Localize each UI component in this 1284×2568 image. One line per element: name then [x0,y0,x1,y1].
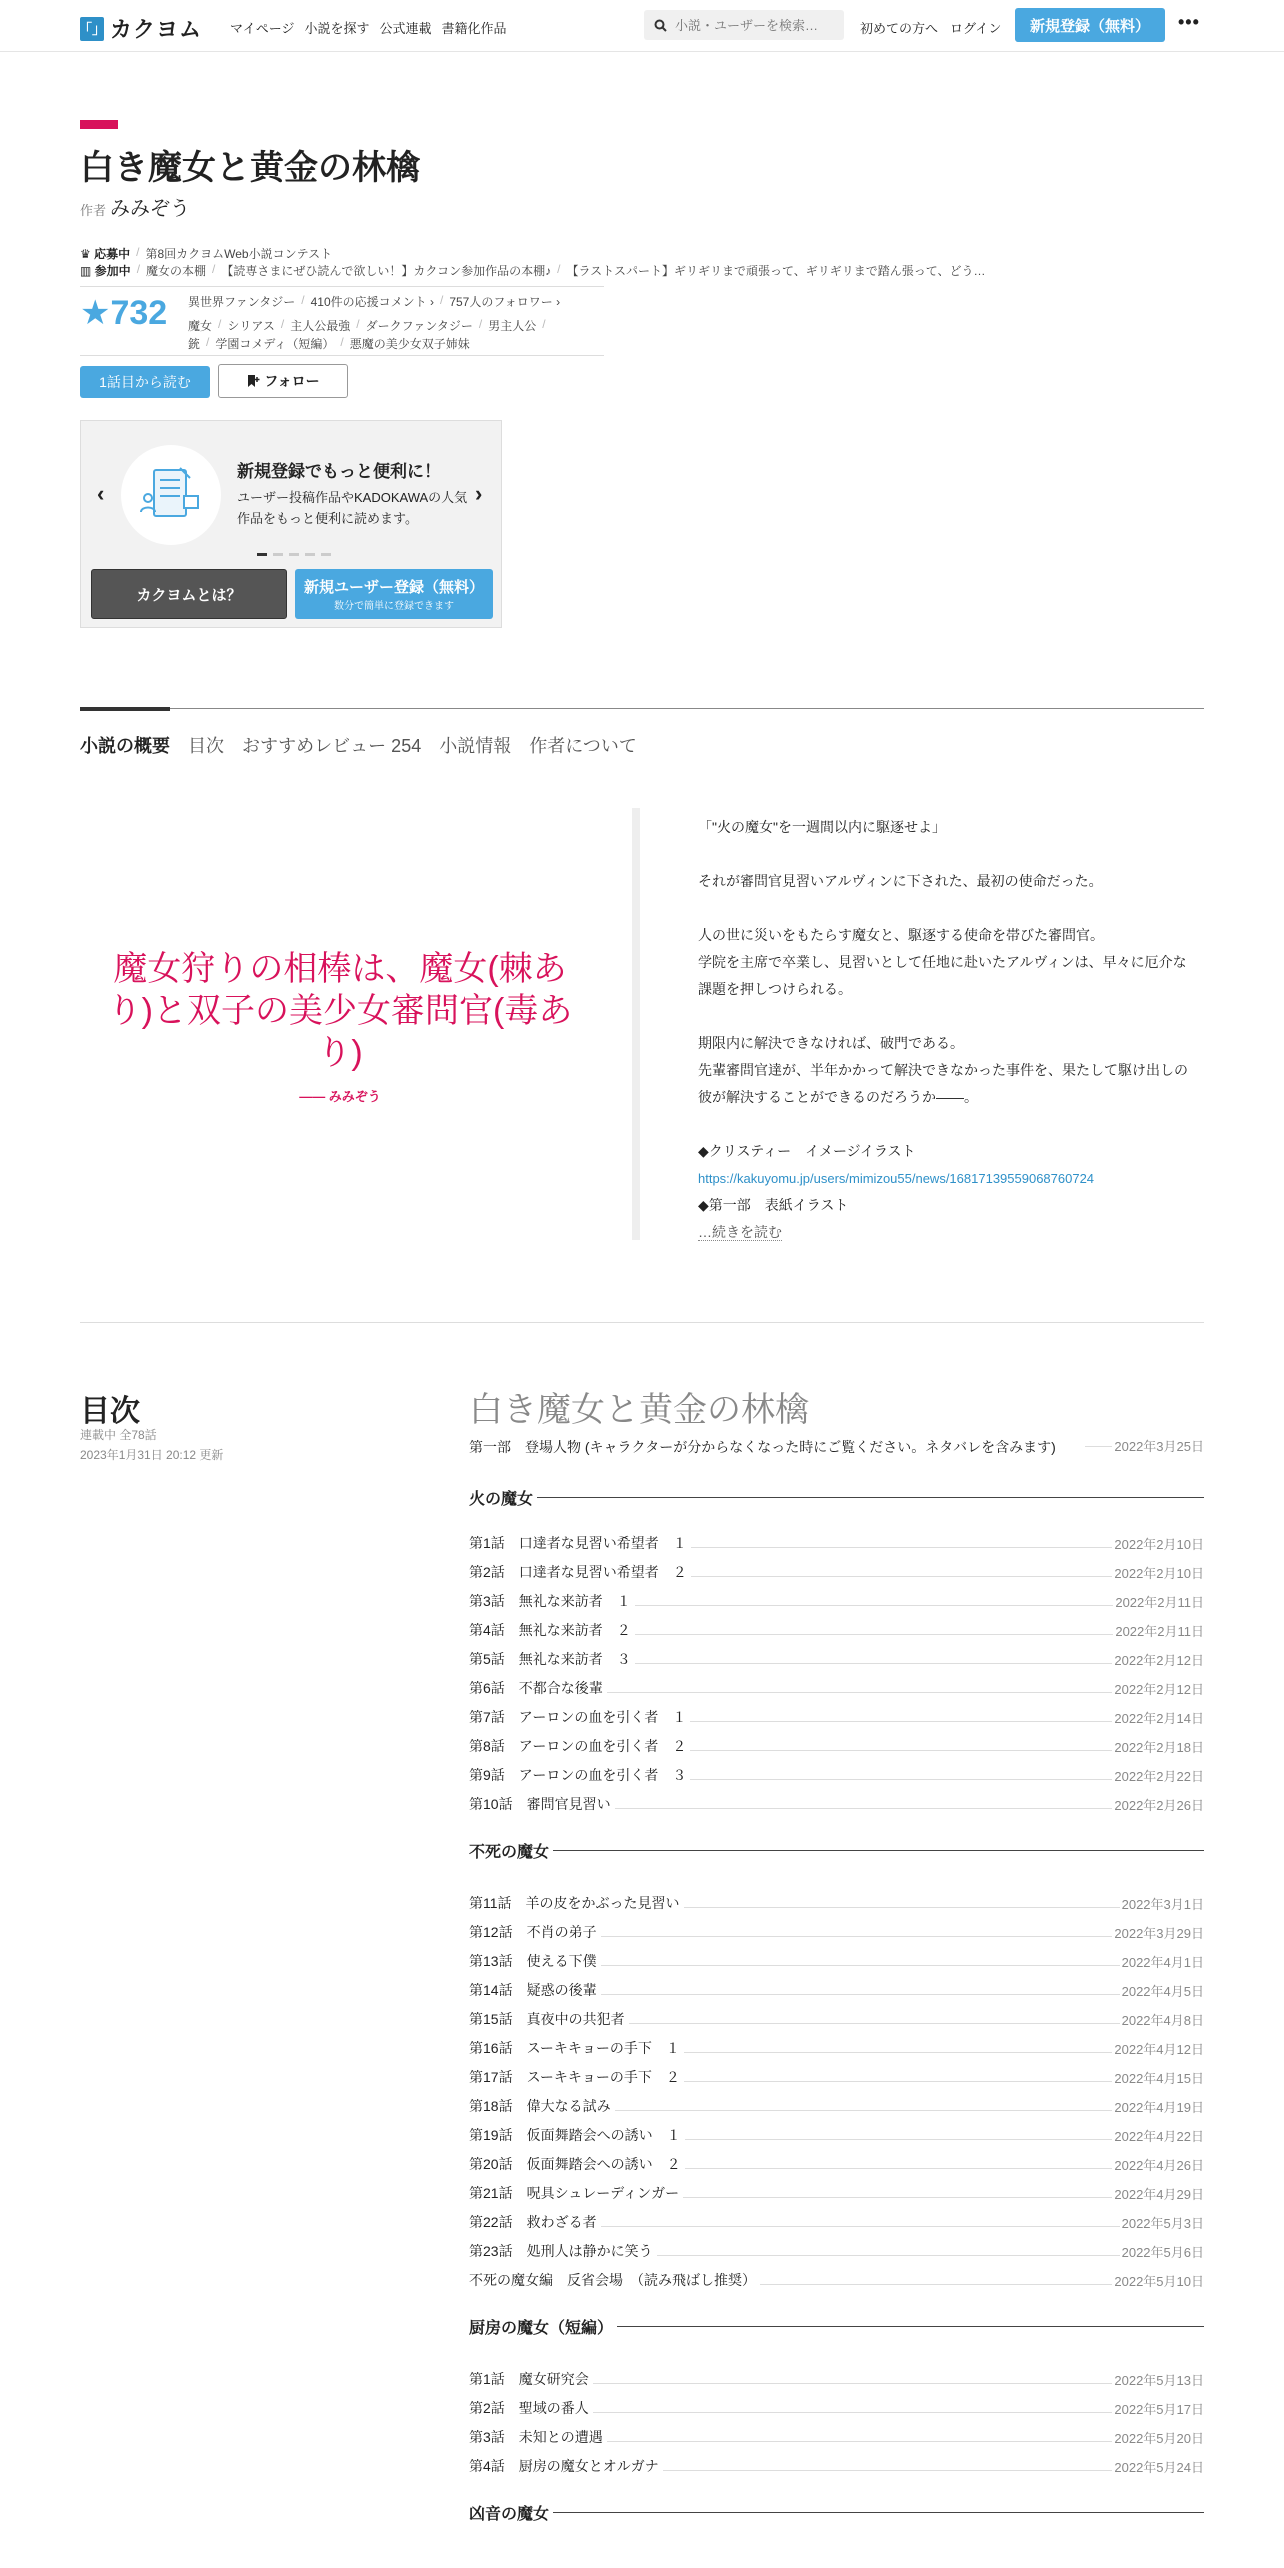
section-divider [80,1322,1204,1323]
episode-date: 2022年4月5日 [1121,1984,1204,1999]
chapter-heading [469,2298,1204,2354]
followers-link[interactable]: 757人のフォロワー › [449,295,561,309]
collection-link[interactable]: 【ラストスパート】ギリギリまで頑張って、ギリギリまで踏ん張って、どう… [566,264,986,278]
episode-date: 2022年4月8日 [1121,2013,1204,2028]
episode-title: 第13話 使える下僕 [469,1953,597,1969]
signup-promo [80,420,502,628]
episode-date: 2022年3月29日 [1114,1926,1204,1941]
episode-date: 2022年3月1日 [1121,1897,1204,1912]
dotted-leader [601,2226,1120,2227]
episode-title: 第16話 スーキキョーの手下 １ [469,2040,680,2056]
episode-date: 2022年5月10日 [1114,2274,1204,2289]
dotted-leader [685,2139,1113,2140]
chapter-title: 凶音の魔女 [469,2505,550,2523]
chapter-heading [469,1822,1204,1878]
intro-line: 学院を主席で卒業し、見習いとして任地に赴いたアルヴィンは、早々に厄介な課題を押しつけられる。 [698,954,1187,997]
episode-link[interactable] [469,1942,1204,1971]
author-label: 作者 [80,203,107,218]
chapter-heading [469,2484,1204,2540]
episode-date: 2022年4月15日 [1114,2071,1204,2086]
episode-link[interactable] [469,2145,1204,2174]
episode-date: 2022年2月12日 [1114,1682,1204,1697]
episode-link[interactable] [469,1698,1204,1727]
episode-date: 2022年5月17日 [1114,2402,1204,2417]
read-first-button[interactable]: 1話目から読む [80,366,210,398]
illustration-link[interactable]: https://kakuyomu.jp/users/mimizou55/news/16817139559068760724 [698,1171,1095,1186]
about-kakuyomu-button[interactable]: カクヨムとは？ [91,569,287,619]
episode-title: 第2話 口達者な見習い希望者 ２ [469,1564,687,1580]
carousel-dot[interactable] [273,553,283,556]
intro-line [698,895,1198,922]
episode-title: 第10話 審問官見習い [469,1796,611,1812]
promo-signup-button[interactable] [295,569,493,619]
episode-date: 2022年4月12日 [1114,2042,1204,2057]
intro-line: ◆第一部 表紙イラスト [698,1197,849,1213]
episode-link[interactable] [469,1727,1204,1756]
episode-link[interactable] [469,1640,1204,1669]
episode-link[interactable] [469,1913,1204,1942]
intro-line: ◆クリスティー イメージイラスト [698,1143,916,1159]
login-link[interactable]: ログイン [950,21,1002,36]
episode-link[interactable] [469,1756,1204,1785]
promo-description: ユーザー投稿作品やKADOKAWAの人気作品をもっと便利に読めます。 [237,490,468,526]
tab-author[interactable]: 作者について [529,736,637,756]
chapter-rule [617,2326,1204,2327]
chapter-title: 不死の魔女 [469,1843,550,1861]
tag-link[interactable]: 魔女 [188,319,213,333]
intro-line: 先輩審問官達が、半年かかって解決できなかった事件を、果たして駆け出しの彼が解決することができるのだろうか――。 [698,1062,1188,1105]
tag-link[interactable]: シリアス [227,319,275,333]
title-accent [80,120,118,129]
dotted-leader [684,2081,1113,2082]
intro-line [698,1111,1198,1138]
tab-overview[interactable]: 小説の概要 [80,736,170,756]
tab-info[interactable]: 小説情報 [439,736,512,756]
dotted-leader [760,2284,1112,2285]
episode-title: 第3話 未知との遭遇 [469,2429,603,2445]
episode-date: 2022年2月10日 [1114,1566,1204,1581]
chapter-rule [553,1850,1204,1851]
catchphrase-author: ―― みみぞう [299,1089,381,1104]
episode-date: 2022年5月3日 [1121,2216,1204,2231]
dotted-leader [690,1779,1112,1780]
promo-signup-sub: 数分で簡単に登録できます [334,601,454,612]
dotted-leader [635,1605,1114,1606]
episode-date: 2022年5月6日 [1121,2245,1204,2260]
episode-title: 第15話 真夜中の共犯者 [469,2011,625,2027]
episode-link[interactable] [469,2232,1204,2261]
dotted-leader [691,1547,1113,1548]
episode-date: 2022年4月19日 [1114,2100,1204,2115]
nav-search-novels[interactable]: 小説を探す [304,21,370,36]
carousel-dot[interactable] [305,553,315,556]
intro-border [632,808,640,1240]
collection-link[interactable]: 魔女の本棚 [146,264,207,278]
comments-link[interactable]: 410件の応援コメント › [310,295,434,309]
dotted-leader [691,1576,1113,1577]
dotted-leader [690,1750,1112,1751]
carousel-dot[interactable] [321,553,331,556]
episode-date: 2022年4月1日 [1121,1955,1204,1970]
episode-link[interactable] [469,2447,1204,2476]
read-more-link[interactable]: …続きを読む [698,1224,782,1240]
chapter-title: 厨房の魔女（短編） [469,2319,614,2337]
more-menu-icon[interactable]: ••• [1178,12,1200,32]
episode-title: 第22話 救わざる者 [469,2214,597,2230]
follow-button[interactable] [218,364,348,398]
tab-toc[interactable]: 目次 [188,736,224,756]
author-link[interactable]: みみぞう [110,198,191,220]
carousel-dot[interactable] [289,553,299,556]
episode-link[interactable] [469,1785,1204,1814]
episode-title: 第21話 呪具シュレーディンガー [469,2185,680,2201]
episode-date: 2022年2月11日 [1115,1595,1204,1610]
bookmark-plus-icon [246,374,260,388]
dotted-leader [635,1663,1113,1664]
episode-date: 2022年2月11日 [1115,1624,1204,1639]
dotted-leader [657,2255,1120,2256]
episode-title: 第17話 スーキキョーの手下 ２ [469,2069,680,2085]
episode-date: 2022年4月29日 [1114,2187,1204,2202]
nav-official[interactable]: 公式連載 [379,21,432,36]
active-tab-indicator [80,707,170,711]
contest-link[interactable]: 第8回カクヨムWeb小説コンテスト [145,247,333,261]
episode-link[interactable] [469,1611,1204,1640]
global-nav [230,18,507,37]
chevron-right-icon[interactable]: › [475,481,483,506]
dotted-leader [629,2023,1120,2024]
episode-link[interactable] [469,1971,1204,2000]
episode-link[interactable] [469,1582,1204,1611]
star-count[interactable]: ★732 [80,294,168,332]
intro-line [698,841,1198,868]
chevron-left-icon[interactable]: ‹ [97,481,105,506]
tag-link[interactable]: ダークファンタジー [365,319,473,333]
collections-line: ▥ 参加中 / 魔女の本棚 / 【読専さまにぜひ読んで欲しい！】カクコン参加作品の本棚♪ / 【ラストスパート】ギリギリまで頑張って、ギリギリまで踏ん張って、どう… [80,262,986,278]
site-logo[interactable] [80,13,202,44]
dotted-leader [683,2197,1112,2198]
tag-link[interactable]: 悪魔の美少女双子姉妹 [349,337,470,351]
site-header [0,0,1284,52]
nav-mypage[interactable]: マイページ [230,21,295,36]
episode-link[interactable] [469,2174,1204,2203]
dotted-leader [601,1965,1120,1966]
episode-title: 第1話 口達者な見習い希望者 １ [469,1535,687,1551]
episode-title: 第12話 不肖の弟子 [469,1924,597,1940]
episode-date: 2022年2月26日 [1114,1798,1204,1813]
episode-date: 2022年4月26日 [1114,2158,1204,2173]
intro-line: 期限内に解決できなければ、破門である。 [698,1035,964,1051]
episode-date: 2022年4月22日 [1114,2129,1204,2144]
episode-link[interactable] [469,2116,1204,2145]
dotted-leader [663,2470,1113,2471]
dotted-leader [607,1692,1113,1693]
episode-title: 第18話 偉大なる試み [469,2098,611,2114]
last-updated: 2023年1月31日 20:12 更新 [80,1448,224,1462]
carousel-dots [257,553,331,556]
episode-title: 第4話 無礼な来訪者 ２ [469,1622,631,1638]
episode-title: 第6話 不都合な後輩 [469,1680,603,1696]
episode-link[interactable] [469,2087,1204,2116]
collection-link[interactable]: 【読専さまにぜひ読んで欲しい！】カクコン参加作品の本棚♪ [221,264,552,278]
dotted-leader [685,2168,1113,2169]
work-tabs [80,732,637,758]
dotted-leader [601,1936,1113,1937]
chapter-title: 火の魔女 [469,1490,534,1508]
episode-link[interactable] [469,1524,1204,1553]
episode-title: 第14話 疑惑の後輩 [469,1982,597,1998]
episode-title: 第7話 アーロンの血を引く者 １ [469,1709,687,1725]
episode-date: 2022年5月20日 [1114,2431,1204,2446]
episode-date: 2022年2月14日 [1114,1711,1204,1726]
episode-link[interactable] [469,2203,1204,2232]
episode-link[interactable] [469,1553,1204,1582]
episode-title: 第9話 アーロンの血を引く者 ３ [469,1767,687,1783]
episode-title: 第1話 魔女研究会 [469,2371,589,2387]
episode-title: 不死の魔女編 反省会場 （読み飛ばし推奨） [469,2272,756,2288]
tab-reviews[interactable]: おすすめレビュー 254 [242,736,422,756]
episode-date: 2022年5月24日 [1114,2460,1204,2475]
episode-link[interactable] [469,2000,1204,2029]
carousel-dot[interactable] [257,553,267,556]
promo-title: 新規登録でもっと便利に！ [237,462,441,481]
episode-title: 第4話 厨房の魔女とオルガナ [469,2458,659,2474]
signup-button[interactable]: 新規登録（無料） [1015,8,1165,42]
promo-signup-label: 新規ユーザー登録（無料） [303,579,484,596]
episode-date: 2022年3月25日 [1114,1439,1204,1454]
logo-mark: 「」 [80,17,104,41]
intro-line: 人の世に災いをもたらす魔女と、駆逐する使命を帯びた審問官。 [698,927,1104,943]
episode-link[interactable] [469,2058,1204,2087]
first-time-link[interactable]: 初めての方へ [860,21,939,36]
dotted-leader [607,2441,1113,2442]
episode-date: 2022年2月22日 [1114,1769,1204,1784]
episode-link[interactable] [469,2418,1204,2447]
episode-date: 2022年5月13日 [1114,2373,1204,2388]
dotted-leader [684,1907,1120,1908]
follow-label: フォロー [264,373,320,389]
episode-date: 2022年2月10日 [1114,1537,1204,1552]
intro-line: それが審問官見習いアルヴィンに下された、最初の使命だった。 [698,873,1103,889]
episode-link[interactable] [469,2389,1204,2418]
episode-link[interactable] [469,2360,1204,2389]
episode-date: 2022年2月12日 [1114,1653,1204,1668]
tags-row: 銃 / 学園コメディ（短編） / 悪魔の美少女双子姉妹 [188,335,470,351]
tag-link[interactable]: 銃 [188,337,201,351]
episode-title: 第19話 仮面舞踏会への誘い １ [469,2127,681,2143]
search-icon[interactable] [654,19,667,32]
tabs-divider [80,708,1204,709]
episode-title: 第3話 無礼な来訪者 １ [469,1593,631,1609]
nav-books[interactable]: 書籍化作品 [441,21,507,36]
chapter-rule [553,2512,1204,2513]
episode-link[interactable] [469,2029,1204,2058]
dotted-leader [593,2383,1113,2384]
episode-date: 2022年2月18日 [1114,1740,1204,1755]
dotted-leader [593,2412,1113,2413]
toc-heading: 目次 [80,1395,140,1428]
dotted-leader [690,1721,1112,1722]
episode-link[interactable] [469,2261,1204,2290]
episode-title: 第8話 アーロンの血を引く者 ２ [469,1738,687,1754]
intro-line: 「"火の魔女"を一週間以内に駆逐せよ」 [698,819,946,835]
table-of-contents [469,1382,1204,2546]
episode-title: 第2話 聖域の番人 [469,2400,589,2416]
tags-row: 魔女 / シリアス / 主人公最強 / ダークファンタジー / 男主人公 / [188,317,546,333]
introduction [698,814,1198,1246]
entry-tag: ♛ 応募中 [80,247,131,261]
work-title[interactable]: 白き魔女と黄金の林檎 [80,149,420,187]
logo-text: カクヨム [110,17,203,42]
dotted-leader [1085,1446,1112,1447]
serial-status: 連載中 全78話 [80,1428,157,1442]
dotted-leader [615,2110,1113,2111]
tag-link[interactable]: 主人公最強 [290,319,351,333]
toc-work-title: 白き魔女と黄金の林檎 [469,1391,809,1429]
document-illustration-icon [121,445,221,545]
search-box [644,10,844,40]
episode-title: 第一部 登場人物 (キャラクターが分からなくなった時にご覧ください。ネタバレを含みます) [469,1439,1056,1455]
dotted-leader [601,1994,1120,1995]
tag-link[interactable]: 男主人公 [488,319,537,333]
episode-link[interactable] [469,1669,1204,1698]
join-tag: ▥ 参加中 [80,264,131,278]
author-line [80,192,190,221]
work-stats [80,286,604,356]
dotted-leader [684,2052,1113,2053]
intro-line [698,1003,1198,1030]
genre-link[interactable]: 異世界ファンタジー [188,295,296,309]
chapter-heading [469,1476,1204,1518]
episode-link[interactable] [469,1884,1204,1913]
episode-title: 第11話 羊の皮をかぶった見習い [469,1895,680,1911]
chapter-rule [537,1497,1204,1498]
search-input[interactable] [675,18,835,33]
catchphrase: 魔女狩りの相棒は、魔女(棘あり)と双子の美少女審問官(毒あり) [107,950,573,1072]
contest-line: ♛ 応募中 / 第8回カクヨムWeb小説コンテスト [80,245,333,261]
episode-link[interactable] [469,1436,1204,1458]
dotted-leader [635,1634,1114,1635]
episode-title: 第20話 仮面舞踏会への誘い ２ [469,2156,681,2172]
stat-row: 異世界ファンタジー / 410件の応援コメント › / 757人のフォロワー › [188,293,561,309]
tag-link[interactable]: 学園コメディ（短編） [215,337,335,351]
episode-title: 第5話 無礼な来訪者 ３ [469,1651,631,1667]
dotted-leader [615,1808,1113,1809]
episode-title: 第23話 処刑人は静かに笑う [469,2243,653,2259]
